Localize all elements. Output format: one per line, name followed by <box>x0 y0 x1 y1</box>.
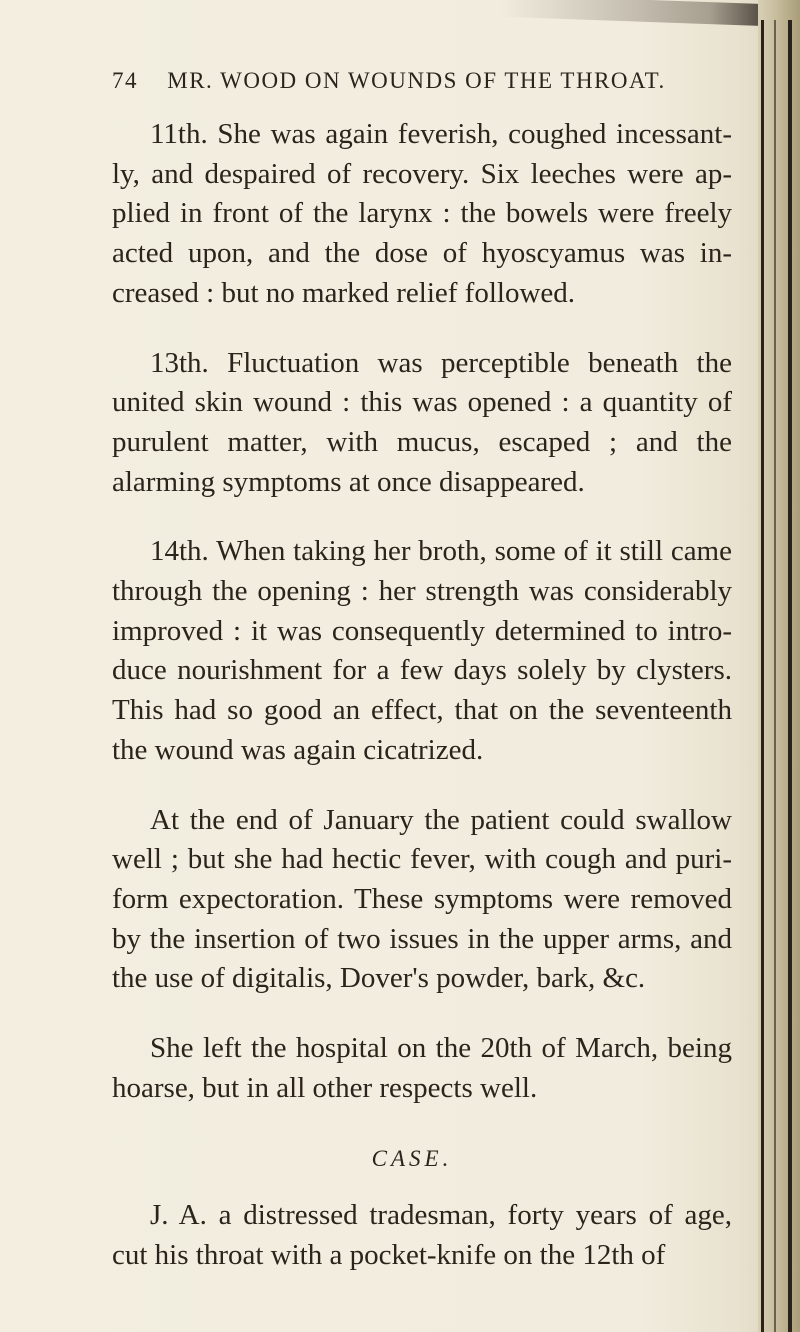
paragraph-january: At the end of January the patient could swallow well ; but she had hectic fever, with cough and puri- form expectoration. These symptoms were removed by the insertion of two issues in the upper arms, and the use of digitalis, Dover's powder, bark, &c. <box>112 803 732 995</box>
page-edge <box>758 0 800 1332</box>
running-header <box>112 68 712 94</box>
paragraph-14th: 14th. When taking her broth, some of it still came through the opening : her strength was considerably improved : it was consequently determined to intro- duce nourishment for a few days solely by clysters. This had so good an effect, that on the seventeenth the wound was again cicatrized. <box>112 535 732 766</box>
edge-line <box>788 20 792 1332</box>
paragraph-13th: 13th. Fluctuation was perceptible beneath the united skin wound : this was opened : a quantity of purulent matter, with mucus, escaped ; and the alarming symptoms at once disappeared. <box>112 346 732 498</box>
case-heading: CASE. <box>371 1146 453 1172</box>
edge-line <box>761 20 764 1332</box>
paragraph-11th: 11th. She was again feverish, coughed incessant- ly, and despaired of recovery. Six leeches were ap- plied in front of the larynx : the bowels were freely acted upon, and the dose of hyoscyamus was in- creased : but no marked relief followed. <box>112 118 732 309</box>
page-top-shadow <box>500 0 800 27</box>
case-paragraph: J. A. a distressed tradesman, forty years of age, cut his throat with a pocket-knife on the 12th of <box>112 1199 732 1272</box>
body-text <box>112 115 732 1306</box>
edge-line <box>774 20 776 1332</box>
paragraph-march: She left the hospital on the 20th of March, being hoarse, but in all other respects well. <box>112 1032 732 1104</box>
page-number: 74 <box>112 68 138 93</box>
running-title: MR. WOOD ON WOUNDS OF THE THROAT. <box>167 68 666 93</box>
